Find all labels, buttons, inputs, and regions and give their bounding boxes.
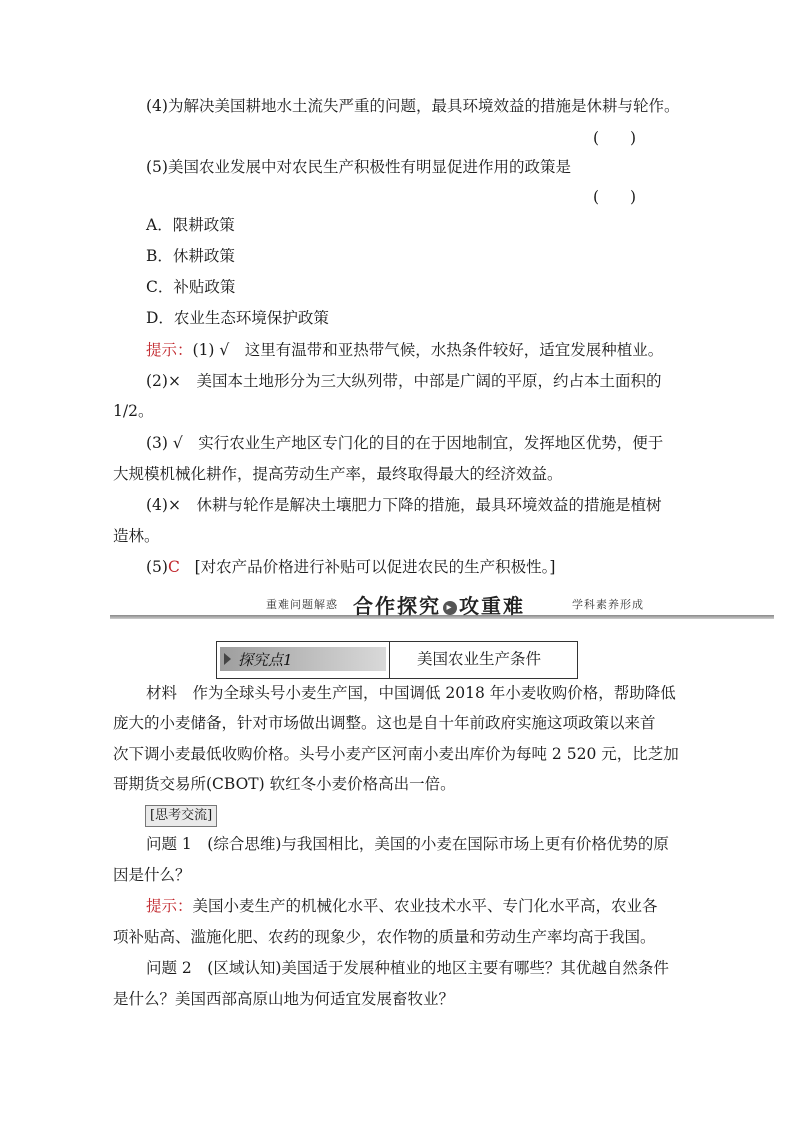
explore-point-label: 探究点1 [238, 651, 293, 669]
hint-4-line-1: (4)× 休耕与轮作是解决土壤肥力下降的措施，最具环境效益的措施是植树 [146, 496, 662, 514]
hint-1-text: (1) √ 这里有温带和亚热带气候，水热条件较好，适宜发展种植业。 [192, 341, 664, 359]
question-4: (4)为解决美国耕地水土流失严重的问题，最具环境效益的措施是休耕与轮作。 [146, 97, 680, 115]
header-divider [389, 642, 390, 678]
hint-2-line-1: (2)× 美国本土地形分为三大纵列带，中部是广阔的平原，约占本土面积的 [146, 372, 662, 390]
banner-title-a: 合作探究 [353, 594, 441, 618]
hint-label-2: 提示： [146, 897, 193, 915]
option-a: A．限耕政策 [146, 216, 235, 234]
hint-1 [146, 338, 663, 362]
hint-5-answer: C [167, 558, 180, 576]
answer-blank-5: ( ) [593, 188, 637, 206]
banner-left-text: 重难问题解惑 [266, 598, 338, 611]
problem-1-hint-text: 美国小麦生产的机械化水平、农业技术水平、专门化水平高，农业各 [192, 897, 658, 915]
hint-5-prefix: (5) [146, 558, 168, 576]
material-line-3: 次下调小麦最低收购价格。头号小麦产区河南小麦出库价为每吨 2 520 元，比芝加 [113, 745, 679, 763]
hint-4-line-2: 造林。 [113, 527, 160, 545]
option-d: D．农业生态环境保护政策 [146, 309, 329, 327]
problem-1-hint-line-2: 项补贴高、滥施化肥、农药的现象少，农作物的质量和劳动生产率均高于我国。 [113, 928, 656, 946]
problem-2-line-1: 问题 2 (区域认知)美国适于发展种植业的地区主要有哪些？其优越自然条件 [146, 959, 669, 977]
section-banner [110, 592, 774, 626]
hint-label: 提示： [146, 341, 193, 359]
problem-1-line-1: 问题 1 (综合思维)与我国相比，美国的小麦在国际市场上更有价格优势的原 [146, 835, 669, 853]
answer-blank-4: ( ) [593, 129, 637, 147]
material-line-4: 哥期货交易所(CBOT) 软红冬小麦价格高出一倍。 [113, 775, 456, 793]
play-arrow-icon: ▸ [443, 601, 457, 615]
banner-title-b: 攻重难 [459, 594, 525, 618]
problem-1-hint-line-1 [146, 894, 658, 918]
hint-3-line-2: 大规模机械化耕作，提高劳动生产率，最终取得最大的经济效益。 [113, 465, 563, 483]
explore-point-header [216, 641, 578, 679]
banner-right-text: 学科素养形成 [572, 598, 644, 611]
option-b: B．休耕政策 [146, 247, 235, 265]
problem-1-line-2: 因是什么？ [113, 866, 191, 884]
hint-5 [146, 555, 555, 579]
banner-title [353, 590, 525, 619]
think-exchange-tag: [思考交流] [145, 805, 217, 827]
hint-2-line-2: 1/2。 [113, 402, 154, 420]
explore-point-title: 美国农业生产条件 [417, 650, 542, 668]
hint-5-text: [对农产品价格进行补贴可以促进农民的生产积极性。] [194, 558, 556, 576]
triangle-icon [224, 653, 231, 665]
material-line-1: 材料 作为全球头号小麦生产国，中国调低 2018 年小麦收购价格，帮助降低 [146, 684, 676, 702]
hint-3-line-1: (3) √ 实行农业生产地区专门化的目的在于因地制宜，发挥地区优势，便于 [146, 434, 664, 452]
question-5: (5)美国农业发展中对农民生产积极性有明显促进作用的政策是 [146, 158, 571, 176]
problem-2-line-2: 是什么？美国西部高原山地为何适宜发展畜牧业？ [113, 990, 455, 1008]
explore-point-tag [220, 647, 386, 671]
material-line-2: 庞大的小麦储备，针对市场做出调整。这也是自十年前政府实施这项政策以来首 [113, 714, 656, 732]
option-c: C．补贴政策 [146, 278, 236, 296]
